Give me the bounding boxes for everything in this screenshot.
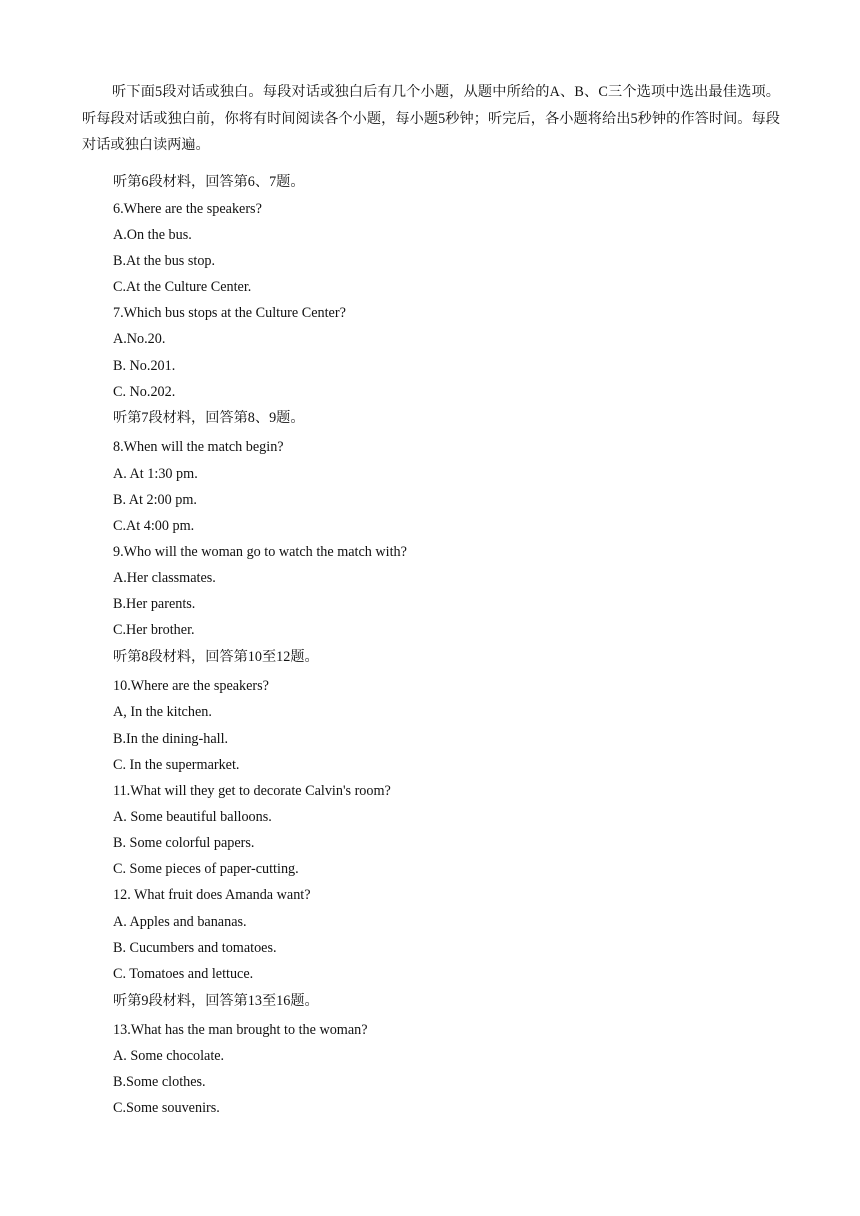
- option: A. At 1:30 pm.: [113, 466, 198, 482]
- intro-paragraph: 听下面5段对话或独白。每段对话或独白后有几个小题，从题中所给的A、B、C三个选项中选出最佳选项。听每段对话或独白前，你将有时间阅读各个小题，每小题5秒钟；听完后，各小题将给出5秒钟的作答时间。每段对话或独白读两遍。: [82, 84, 780, 153]
- option: C.Some souvenirs.: [113, 1100, 220, 1116]
- option: B. Some colorful papers.: [113, 835, 255, 851]
- option: C.Her brother.: [113, 622, 195, 638]
- option: B.Some clothes.: [113, 1074, 206, 1090]
- section-heading: 听第9段材料，回答第13至16题。: [113, 993, 319, 1009]
- option: C. Some pieces of paper-cutting.: [113, 861, 299, 877]
- option: A.On the bus.: [113, 227, 192, 243]
- question: 11.What will they get to decorate Calvin's room?: [113, 783, 391, 799]
- question: 12. What fruit does Amanda want?: [113, 887, 311, 903]
- option: A.No.20.: [113, 331, 166, 347]
- option: C. In the supermarket.: [113, 757, 240, 773]
- question: 8.When will the match begin?: [113, 439, 284, 455]
- option: B. At 2:00 pm.: [113, 492, 197, 508]
- option: A, In the kitchen.: [113, 704, 212, 720]
- section-heading: 听第6段材料，回答第6、7题。: [113, 174, 305, 190]
- option: B. No.201.: [113, 358, 176, 374]
- question: 10.Where are the speakers?: [113, 678, 269, 694]
- question: 6.Where are the speakers?: [113, 201, 262, 217]
- section-heading: 听第8段材料，回答第10至12题。: [113, 649, 319, 665]
- option: C.At 4:00 pm.: [113, 518, 195, 534]
- option: B.At the bus stop.: [113, 253, 216, 269]
- question: 9.Who will the woman go to watch the match with?: [113, 544, 407, 560]
- option: B.Her parents.: [113, 596, 196, 612]
- section-heading: 听第7段材料，回答第8、9题。: [113, 410, 305, 426]
- option: A.Her classmates.: [113, 570, 216, 586]
- option: A. Some beautiful balloons.: [113, 809, 272, 825]
- question: 13.What has the man brought to the woman?: [113, 1022, 368, 1038]
- option: A. Some chocolate.: [113, 1048, 225, 1064]
- option: C. No.202.: [113, 384, 176, 400]
- option: B.In the dining-hall.: [113, 731, 229, 747]
- option: C. Tomatoes and lettuce.: [113, 966, 254, 982]
- option: C.At the Culture Center.: [113, 279, 252, 295]
- question: 7.Which bus stops at the Culture Center?: [113, 305, 346, 321]
- option: B. Cucumbers and tomatoes.: [113, 940, 277, 956]
- option: A. Apples and bananas.: [113, 914, 247, 930]
